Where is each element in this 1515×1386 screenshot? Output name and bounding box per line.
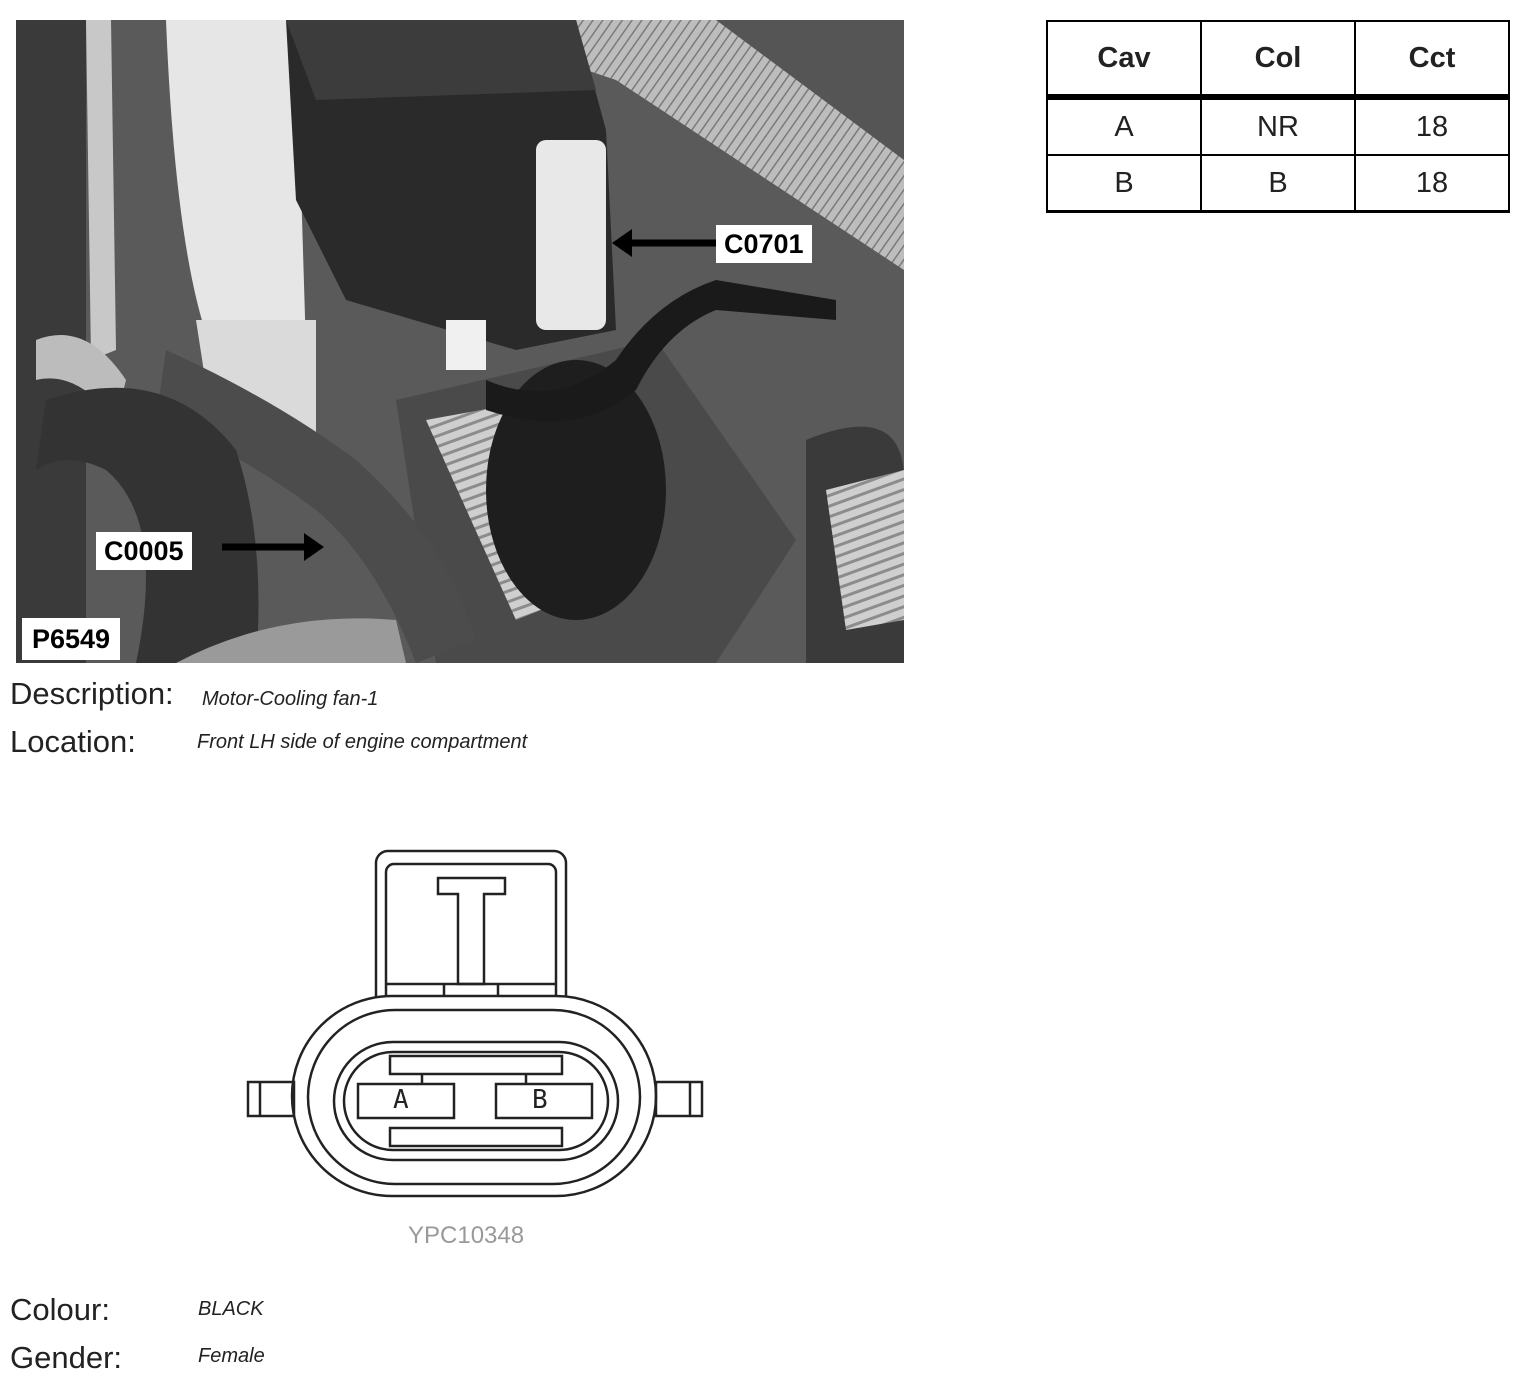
callout-c0701: C0701 bbox=[716, 225, 812, 263]
colour-value: BLACK bbox=[198, 1298, 264, 1320]
location-label: Location: bbox=[10, 724, 136, 759]
description-value: Motor-Cooling fan-1 bbox=[202, 688, 379, 710]
cell-col: B bbox=[1201, 155, 1355, 212]
pin-b-label: B bbox=[532, 1085, 548, 1115]
callout-c0005: C0005 bbox=[96, 532, 192, 570]
table-row bbox=[1047, 97, 1509, 155]
gender-value: Female bbox=[198, 1345, 265, 1367]
photo-reference: P6549 bbox=[22, 618, 120, 660]
cell-cct: 18 bbox=[1355, 155, 1509, 212]
table-header-row bbox=[1047, 21, 1509, 97]
description-label: Description: bbox=[10, 676, 174, 711]
cavity-table bbox=[1046, 20, 1510, 213]
colour-label: Colour: bbox=[10, 1292, 110, 1327]
table-row bbox=[1047, 155, 1509, 212]
pin-a-label: A bbox=[393, 1085, 409, 1115]
column-header-cct: Cct bbox=[1355, 21, 1509, 97]
cell-cav: B bbox=[1047, 155, 1201, 212]
connector-face-diagram bbox=[240, 846, 710, 1206]
part-number: YPC10348 bbox=[408, 1222, 525, 1249]
location-value: Front LH side of engine compartment bbox=[197, 731, 528, 753]
connector-location-photo bbox=[16, 20, 904, 663]
cell-cct: 18 bbox=[1355, 97, 1509, 155]
cell-col: NR bbox=[1201, 97, 1355, 155]
column-header-cav: Cav bbox=[1047, 21, 1201, 97]
gender-label: Gender: bbox=[10, 1340, 123, 1375]
cell-cav: A bbox=[1047, 97, 1201, 155]
column-header-col: Col bbox=[1201, 21, 1355, 97]
